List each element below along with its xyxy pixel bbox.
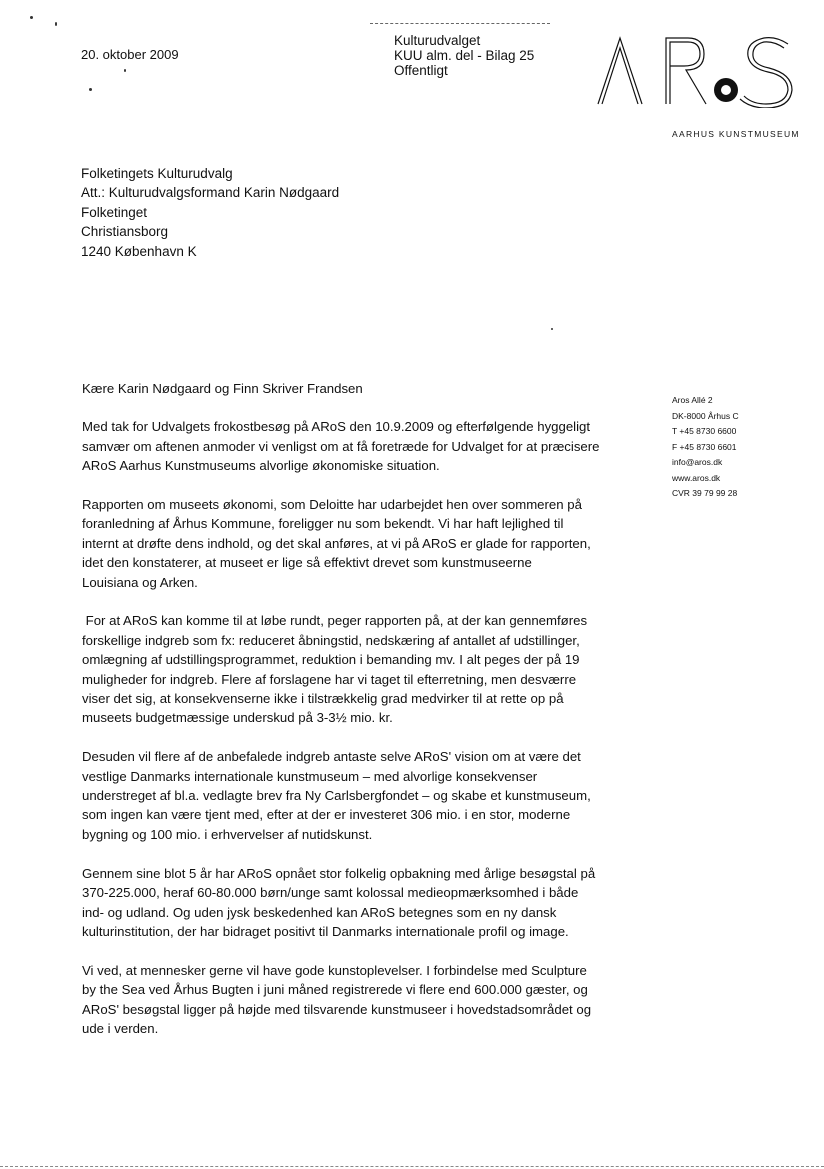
filing-stamp <box>394 33 534 78</box>
paragraph-5 <box>82 864 622 942</box>
text-line: omlægning af udstillingsprogrammet, reduktion i bemanding mv. I alt peges der på 19 <box>82 652 580 668</box>
text-line: kulturinstitution, der har bidraget positivt til Danmarks internationale profil og image. <box>82 923 569 939</box>
addressee-line: Folketinget <box>81 204 148 220</box>
paragraph-3 <box>82 611 622 727</box>
text-line: For at ARoS kan komme til at løbe rundt, peger rapporten på, at der kan gennemføres <box>82 613 588 629</box>
text-line: bygning og 100 mio. i erhvervelser af nutidskunst. <box>82 826 373 842</box>
letter-greeting: Kære Karin Nødgaard og Finn Skriver Frandsen <box>82 381 363 396</box>
paragraph-4 <box>82 747 622 844</box>
text-line: Med tak for Udvalgets frokostbesøg på ARoS den 10.9.2009 og efterfølgende hyggeligt <box>82 419 591 435</box>
paragraph-2 <box>82 495 622 592</box>
text-line: foranledning af Århus Kommune, foreligger nu som bekendt. Vi har haft lejlighed til <box>82 516 564 532</box>
text-line: internt at drøfte dens indhold, og det skal anføres, at vi på ARoS er glade for rapporten, <box>82 535 591 551</box>
sender-address: Aros Allé 2 <box>672 395 713 405</box>
text-line: Louisiana og Arken. <box>82 574 198 590</box>
sender-cvr: CVR 39 79 99 28 <box>672 488 738 498</box>
text-line: 370-225.000, heraf 60-80.000 børn/unge samt kolossal medieopmærksomhed i både <box>82 885 579 901</box>
text-line: Desuden vil flere af de anbefalede indgreb antaste selve ARoS' vision om at være det <box>82 749 581 765</box>
stamp-line: Kulturudvalget <box>394 33 481 48</box>
sender-fax: F +45 8730 6601 <box>672 441 737 452</box>
letter-body <box>82 379 622 1058</box>
text-line: ind- og udland. Og uden jysk beskedenhed kan ARoS betegnes som en ny dansk <box>82 904 557 920</box>
addressee-line: Christiansborg <box>81 224 169 240</box>
scan-speck <box>124 69 126 72</box>
text-line: by the Sea ved Århus Bugten i juni måned registrerede vi flere end 600.000 gæster, og <box>82 982 588 998</box>
scan-speck <box>551 328 553 330</box>
text-line: ARoS Aarhus Kunstmuseums alvorlige økonomiske situation. <box>82 458 440 474</box>
scan-speck <box>55 22 57 26</box>
text-line: som ingen kan være tjent med, efter at der er investeret 306 mio. i en stor, moderne <box>82 807 571 823</box>
addressee-line: 1240 København K <box>81 243 197 259</box>
scan-footer-rule <box>0 1166 824 1167</box>
text-line: ARoS' besøgstal ligger på højde med tilsvarende kunstmuseer i hovedstadsområdet og <box>82 1001 592 1017</box>
sender-contact-block <box>672 393 739 502</box>
text-line: viser det sig, at konsekvenserne ikke i tilstrækkelig grad medvirker til at rette op på <box>82 691 564 707</box>
text-line: samvær om aftenen anmoder vi venligst om at få foretræde for Udvalget for at præcisere <box>82 438 600 454</box>
text-line: ude i verden. <box>82 1020 159 1036</box>
aros-logo <box>596 34 796 108</box>
text-line: vestlige Danmarks internationale kunstmuseum – med alvorlige konsekvenser <box>82 768 538 784</box>
letter-date: 20. oktober 2009 <box>81 47 179 62</box>
sender-website: www.aros.dk <box>672 472 721 483</box>
text-line: Vi ved, at mennesker gerne vil have gode kunstoplevelser. I forbindelse med Sculpture <box>82 962 587 978</box>
stamp-rule <box>370 23 550 24</box>
text-line: Gennem sine blot 5 år har ARoS opnået stor folkelig opbakning med årlige besøgstal på <box>82 865 596 881</box>
sender-city: DK-8000 Århus C <box>672 410 739 421</box>
text-line: understreget af bl.a. vedlagte brev fra Ny Carlsbergfondet – og skabe et kunstmuseum, <box>82 788 591 804</box>
text-line: muligheder for indgreb. Flere af forslagene har vi taget til efterretning, men desværre <box>82 671 577 687</box>
stamp-line: KUU alm. del - Bilag 25 <box>394 48 535 63</box>
paragraph-6 <box>82 961 622 1039</box>
text-line: idet den konstaterer, at museet er lige så effektivt drevet som kunstmuseerne <box>82 555 532 571</box>
addressee-block <box>81 164 339 261</box>
scan-speck <box>89 88 92 91</box>
scan-speck <box>30 16 33 19</box>
museum-name: AARHUS KUNSTMUSEUM <box>672 129 800 139</box>
text-line: museets budgetmæssige underskud på 3-3½ mio. kr. <box>82 710 393 726</box>
stamp-line: Offentligt <box>394 63 448 78</box>
addressee-line: Att.: Kulturudvalgsformand Karin Nødgaard <box>81 185 340 201</box>
text-line: Rapporten om museets økonomi, som Deloitte har udarbejdet hen over sommeren på <box>82 497 582 513</box>
addressee-line: Folketingets Kulturudvalg <box>81 166 233 181</box>
text-line: forskellige indgreb som fx: reduceret åbningstid, nedskæring af antallet af udstillinger, <box>82 632 580 648</box>
paragraph-1 <box>82 417 622 475</box>
sender-email: info@aros.dk <box>672 457 723 467</box>
sender-phone: T +45 8730 6600 <box>672 426 737 436</box>
